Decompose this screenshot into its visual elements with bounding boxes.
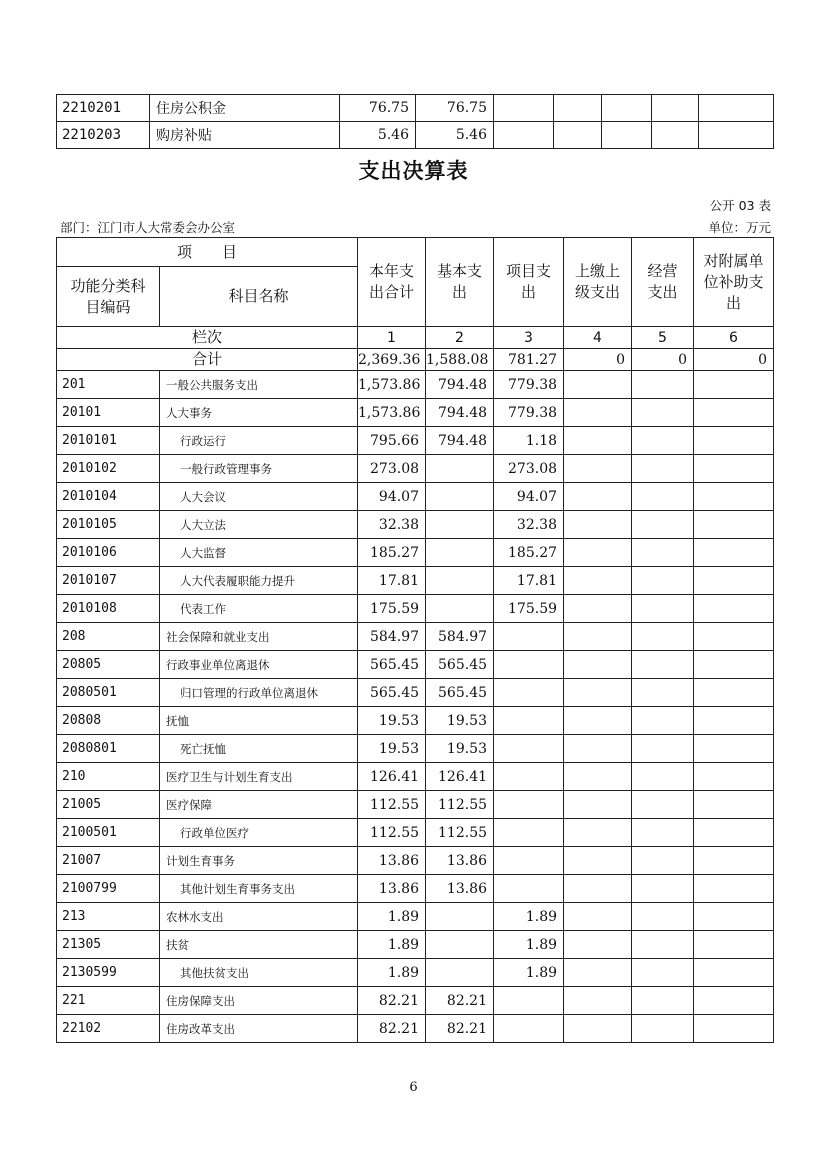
business-cell [632, 875, 694, 903]
upper-cell: 0 [564, 349, 632, 371]
table-row [57, 623, 774, 651]
subsidy-cell [694, 791, 774, 819]
project-cell: 1.18 [494, 427, 564, 455]
upper-cell [564, 427, 632, 455]
code-cell: 21007 [57, 847, 160, 875]
total-cell: 1.89 [358, 931, 426, 959]
upper-cell [564, 399, 632, 427]
code-cell: 2130599 [57, 959, 160, 987]
basic-cell: 794.48 [426, 427, 494, 455]
sum-label: 合计 [57, 349, 358, 371]
total-cell: 1,573.86 [358, 371, 426, 399]
table-row [57, 399, 774, 427]
name-cell: 其他计划生育事务支出 [160, 875, 358, 903]
basic-cell [426, 959, 494, 987]
code-cell: 20101 [57, 399, 160, 427]
name-cell: 行政事业单位离退休 [160, 651, 358, 679]
business-cell [632, 735, 694, 763]
table-row [57, 1015, 774, 1043]
project-cell: 1.89 [494, 903, 564, 931]
code-cell: 2010107 [57, 567, 160, 595]
total-cell: 795.66 [358, 427, 426, 455]
project-cell: 273.08 [494, 455, 564, 483]
upper-cell [564, 455, 632, 483]
business-cell [632, 987, 694, 1015]
name-cell: 住房保障支出 [160, 987, 358, 1015]
basic-header: 基本支出 [426, 238, 494, 327]
column-number: 6 [694, 327, 774, 349]
upper-cell [564, 735, 632, 763]
table-row [57, 847, 774, 875]
basic-cell: 584.97 [426, 623, 494, 651]
total-cell: 112.55 [358, 819, 426, 847]
upper-cell [564, 651, 632, 679]
project-cell: 1.89 [494, 959, 564, 987]
total-cell: 19.53 [358, 707, 426, 735]
business-cell [632, 399, 694, 427]
upper-cell [564, 847, 632, 875]
subsidy-cell [694, 371, 774, 399]
table-row [57, 791, 774, 819]
code-cell: 2210201 [57, 95, 150, 122]
name-cell: 医疗保障 [160, 791, 358, 819]
total-cell: 82.21 [358, 1015, 426, 1043]
item-header: 项 目 [57, 238, 358, 267]
table-row [57, 651, 774, 679]
name-cell: 住房改革支出 [160, 1015, 358, 1043]
total-cell: 273.08 [358, 455, 426, 483]
basic-cell: 19.53 [426, 735, 494, 763]
column-number: 5 [632, 327, 694, 349]
business-cell [632, 483, 694, 511]
table-row [57, 735, 774, 763]
table-row [57, 595, 774, 623]
business-cell [632, 427, 694, 455]
project-cell [494, 707, 564, 735]
basic-cell [426, 539, 494, 567]
business-cell [632, 847, 694, 875]
table-row [57, 931, 774, 959]
name-cell: 购房补贴 [150, 122, 340, 149]
business-cell [632, 707, 694, 735]
column-number: 1 [358, 327, 426, 349]
subsidy-cell [694, 539, 774, 567]
upper-cell [564, 903, 632, 931]
table-row [57, 427, 774, 455]
table-row [57, 763, 774, 791]
name-cell: 行政单位医疗 [160, 819, 358, 847]
code-cell: 210 [57, 763, 160, 791]
total-cell: 2,369.36 [358, 349, 426, 371]
code-cell: 2080501 [57, 679, 160, 707]
subsidy-cell [694, 427, 774, 455]
total-cell: 17.81 [358, 567, 426, 595]
basic-cell: 794.48 [426, 399, 494, 427]
code-cell: 20808 [57, 707, 160, 735]
project-cell [494, 735, 564, 763]
table-row [57, 959, 774, 987]
name-cell: 人大立法 [160, 511, 358, 539]
table-row [57, 903, 774, 931]
basic-cell [426, 455, 494, 483]
subsidy-cell [694, 483, 774, 511]
total-cell: 76.75 [340, 95, 416, 122]
table-row [57, 483, 774, 511]
subsidy-cell [694, 679, 774, 707]
total-cell: 94.07 [358, 483, 426, 511]
column-number: 3 [494, 327, 564, 349]
subsidy-cell [694, 399, 774, 427]
business-cell [632, 1015, 694, 1043]
code-cell: 21305 [57, 931, 160, 959]
total-cell: 1,573.86 [358, 399, 426, 427]
project-cell: 175.59 [494, 595, 564, 623]
code-cell: 201 [57, 371, 160, 399]
project-cell [494, 847, 564, 875]
upper-cell [564, 483, 632, 511]
business-cell: 0 [632, 349, 694, 371]
subsidy-cell [694, 987, 774, 1015]
name-cell: 医疗卫生与计划生育支出 [160, 763, 358, 791]
project-cell [494, 791, 564, 819]
project-cell [494, 651, 564, 679]
subsidy-cell [694, 763, 774, 791]
basic-cell [426, 567, 494, 595]
project-cell [494, 763, 564, 791]
business-cell [632, 371, 694, 399]
upper-cell [564, 511, 632, 539]
total-cell: 5.46 [340, 122, 416, 149]
business-cell [632, 819, 694, 847]
name-cell: 住房公积金 [150, 95, 340, 122]
business-header: 经营支出 [632, 238, 694, 327]
upper-cell [564, 567, 632, 595]
basic-cell: 76.75 [416, 95, 494, 122]
business-cell [632, 623, 694, 651]
total-cell: 13.86 [358, 875, 426, 903]
basic-cell: 13.86 [426, 847, 494, 875]
code-cell: 2010102 [57, 455, 160, 483]
business-cell [632, 679, 694, 707]
code-header: 功能分类科目编码 [57, 267, 160, 327]
subsidy-cell [694, 903, 774, 931]
basic-cell: 82.21 [426, 1015, 494, 1043]
table-row [57, 987, 774, 1015]
subsidy-cell [694, 819, 774, 847]
total-cell: 112.55 [358, 791, 426, 819]
basic-cell [426, 511, 494, 539]
page-title: 支出决算表 [358, 159, 469, 183]
code-cell: 2100799 [57, 875, 160, 903]
basic-cell: 19.53 [426, 707, 494, 735]
total-cell: 32.38 [358, 511, 426, 539]
basic-cell: 5.46 [416, 122, 494, 149]
column-number: 4 [564, 327, 632, 349]
code-cell: 213 [57, 903, 160, 931]
name-header: 科目名称 [160, 267, 358, 327]
name-cell: 死亡抚恤 [160, 735, 358, 763]
subsidy-cell [694, 511, 774, 539]
business-cell [632, 595, 694, 623]
upper-cell [564, 931, 632, 959]
name-cell: 农林水支出 [160, 903, 358, 931]
business-cell [632, 791, 694, 819]
subsidy-cell [694, 847, 774, 875]
name-cell: 人大监督 [160, 539, 358, 567]
project-cell [494, 987, 564, 1015]
upper-cell [564, 679, 632, 707]
code-cell: 2210203 [57, 122, 150, 149]
upper-cell [564, 875, 632, 903]
subsidy-header: 对附属单位补助支出 [694, 238, 774, 327]
upper-cell [564, 623, 632, 651]
total-header: 本年支出合计 [358, 238, 426, 327]
upper-cell [564, 763, 632, 791]
name-cell: 计划生育事务 [160, 847, 358, 875]
project-cell: 779.38 [494, 371, 564, 399]
name-cell: 社会保障和就业支出 [160, 623, 358, 651]
table-row [57, 819, 774, 847]
name-cell: 人大事务 [160, 399, 358, 427]
basic-cell [426, 595, 494, 623]
project-cell: 781.27 [494, 349, 564, 371]
name-cell: 行政运行 [160, 427, 358, 455]
name-cell: 扶贫 [160, 931, 358, 959]
subsidy-cell [694, 875, 774, 903]
basic-cell: 126.41 [426, 763, 494, 791]
expenditure-table [56, 237, 774, 1043]
table-row [57, 122, 774, 149]
business-cell [632, 567, 694, 595]
upper-cell [564, 959, 632, 987]
total-cell: 565.45 [358, 679, 426, 707]
name-cell: 人大代表履职能力提升 [160, 567, 358, 595]
upper-cell [564, 595, 632, 623]
basic-cell [426, 903, 494, 931]
upper-cell [564, 371, 632, 399]
previous-page-table [56, 94, 774, 149]
total-cell: 584.97 [358, 623, 426, 651]
code-cell: 2010108 [57, 595, 160, 623]
subsidy-cell [694, 735, 774, 763]
project-cell [494, 875, 564, 903]
business-cell [632, 903, 694, 931]
total-cell: 565.45 [358, 651, 426, 679]
business-cell [632, 763, 694, 791]
table-row [57, 875, 774, 903]
subsidy-cell [694, 651, 774, 679]
subsidy-cell [694, 623, 774, 651]
code-cell: 20805 [57, 651, 160, 679]
code-cell: 2010105 [57, 511, 160, 539]
project-cell [494, 679, 564, 707]
total-cell: 82.21 [358, 987, 426, 1015]
table-row [57, 679, 774, 707]
code-cell: 22102 [57, 1015, 160, 1043]
project-cell: 17.81 [494, 567, 564, 595]
upper-header: 上缴上级支出 [564, 238, 632, 327]
project-cell: 779.38 [494, 399, 564, 427]
project-header: 项目支出 [494, 238, 564, 327]
total-cell: 175.59 [358, 595, 426, 623]
name-cell: 代表工作 [160, 595, 358, 623]
unit-label: 单位：万元 [708, 220, 771, 235]
subsidy-cell [694, 707, 774, 735]
total-cell: 185.27 [358, 539, 426, 567]
name-cell: 其他扶贫支出 [160, 959, 358, 987]
name-cell: 抚恤 [160, 707, 358, 735]
total-cell: 1.89 [358, 959, 426, 987]
table-row [57, 539, 774, 567]
code-cell: 208 [57, 623, 160, 651]
name-cell: 人大会议 [160, 483, 358, 511]
basic-cell [426, 483, 494, 511]
department-label: 部门：江门市人大常委会办公室 [60, 220, 236, 235]
basic-cell: 82.21 [426, 987, 494, 1015]
project-cell: 94.07 [494, 483, 564, 511]
upper-cell [564, 987, 632, 1015]
table-row [57, 371, 774, 399]
code-cell: 2010106 [57, 539, 160, 567]
name-cell: 一般行政管理事务 [160, 455, 358, 483]
page-number: 6 [409, 1080, 418, 1095]
subsidy-cell [694, 1015, 774, 1043]
code-cell: 2010101 [57, 427, 160, 455]
subsidy-cell [694, 567, 774, 595]
business-cell [632, 455, 694, 483]
code-cell: 2010104 [57, 483, 160, 511]
basic-cell: 1,588.08 [426, 349, 494, 371]
total-cell: 126.41 [358, 763, 426, 791]
name-cell: 一般公共服务支出 [160, 371, 358, 399]
basic-cell: 794.48 [426, 371, 494, 399]
table-row [57, 511, 774, 539]
column-label: 栏次 [57, 327, 358, 349]
upper-cell [564, 707, 632, 735]
column-number: 2 [426, 327, 494, 349]
upper-cell [564, 791, 632, 819]
business-cell [632, 511, 694, 539]
project-cell [494, 819, 564, 847]
code-cell: 21005 [57, 791, 160, 819]
project-cell: 1.89 [494, 931, 564, 959]
table-row [57, 707, 774, 735]
total-cell: 1.89 [358, 903, 426, 931]
basic-cell: 565.45 [426, 651, 494, 679]
project-cell [494, 1015, 564, 1043]
subsidy-cell [694, 455, 774, 483]
form-number: 公开 03 表 [709, 198, 771, 213]
sum-row [57, 349, 774, 371]
subsidy-cell [694, 959, 774, 987]
table-row [57, 567, 774, 595]
basic-cell: 112.55 [426, 819, 494, 847]
basic-cell [426, 931, 494, 959]
upper-cell [564, 539, 632, 567]
project-cell: 185.27 [494, 539, 564, 567]
code-cell: 2100501 [57, 819, 160, 847]
code-cell: 221 [57, 987, 160, 1015]
business-cell [632, 931, 694, 959]
name-cell: 归口管理的行政单位离退休 [160, 679, 358, 707]
subsidy-cell [694, 931, 774, 959]
basic-cell: 112.55 [426, 791, 494, 819]
table-row [57, 95, 774, 122]
subsidy-cell [694, 595, 774, 623]
basic-cell: 565.45 [426, 679, 494, 707]
business-cell [632, 651, 694, 679]
business-cell [632, 539, 694, 567]
total-cell: 13.86 [358, 847, 426, 875]
table-row [57, 455, 774, 483]
business-cell [632, 959, 694, 987]
upper-cell [564, 1015, 632, 1043]
subsidy-cell: 0 [694, 349, 774, 371]
code-cell: 2080801 [57, 735, 160, 763]
total-cell: 19.53 [358, 735, 426, 763]
project-cell [494, 623, 564, 651]
upper-cell [564, 819, 632, 847]
project-cell: 32.38 [494, 511, 564, 539]
basic-cell: 13.86 [426, 875, 494, 903]
